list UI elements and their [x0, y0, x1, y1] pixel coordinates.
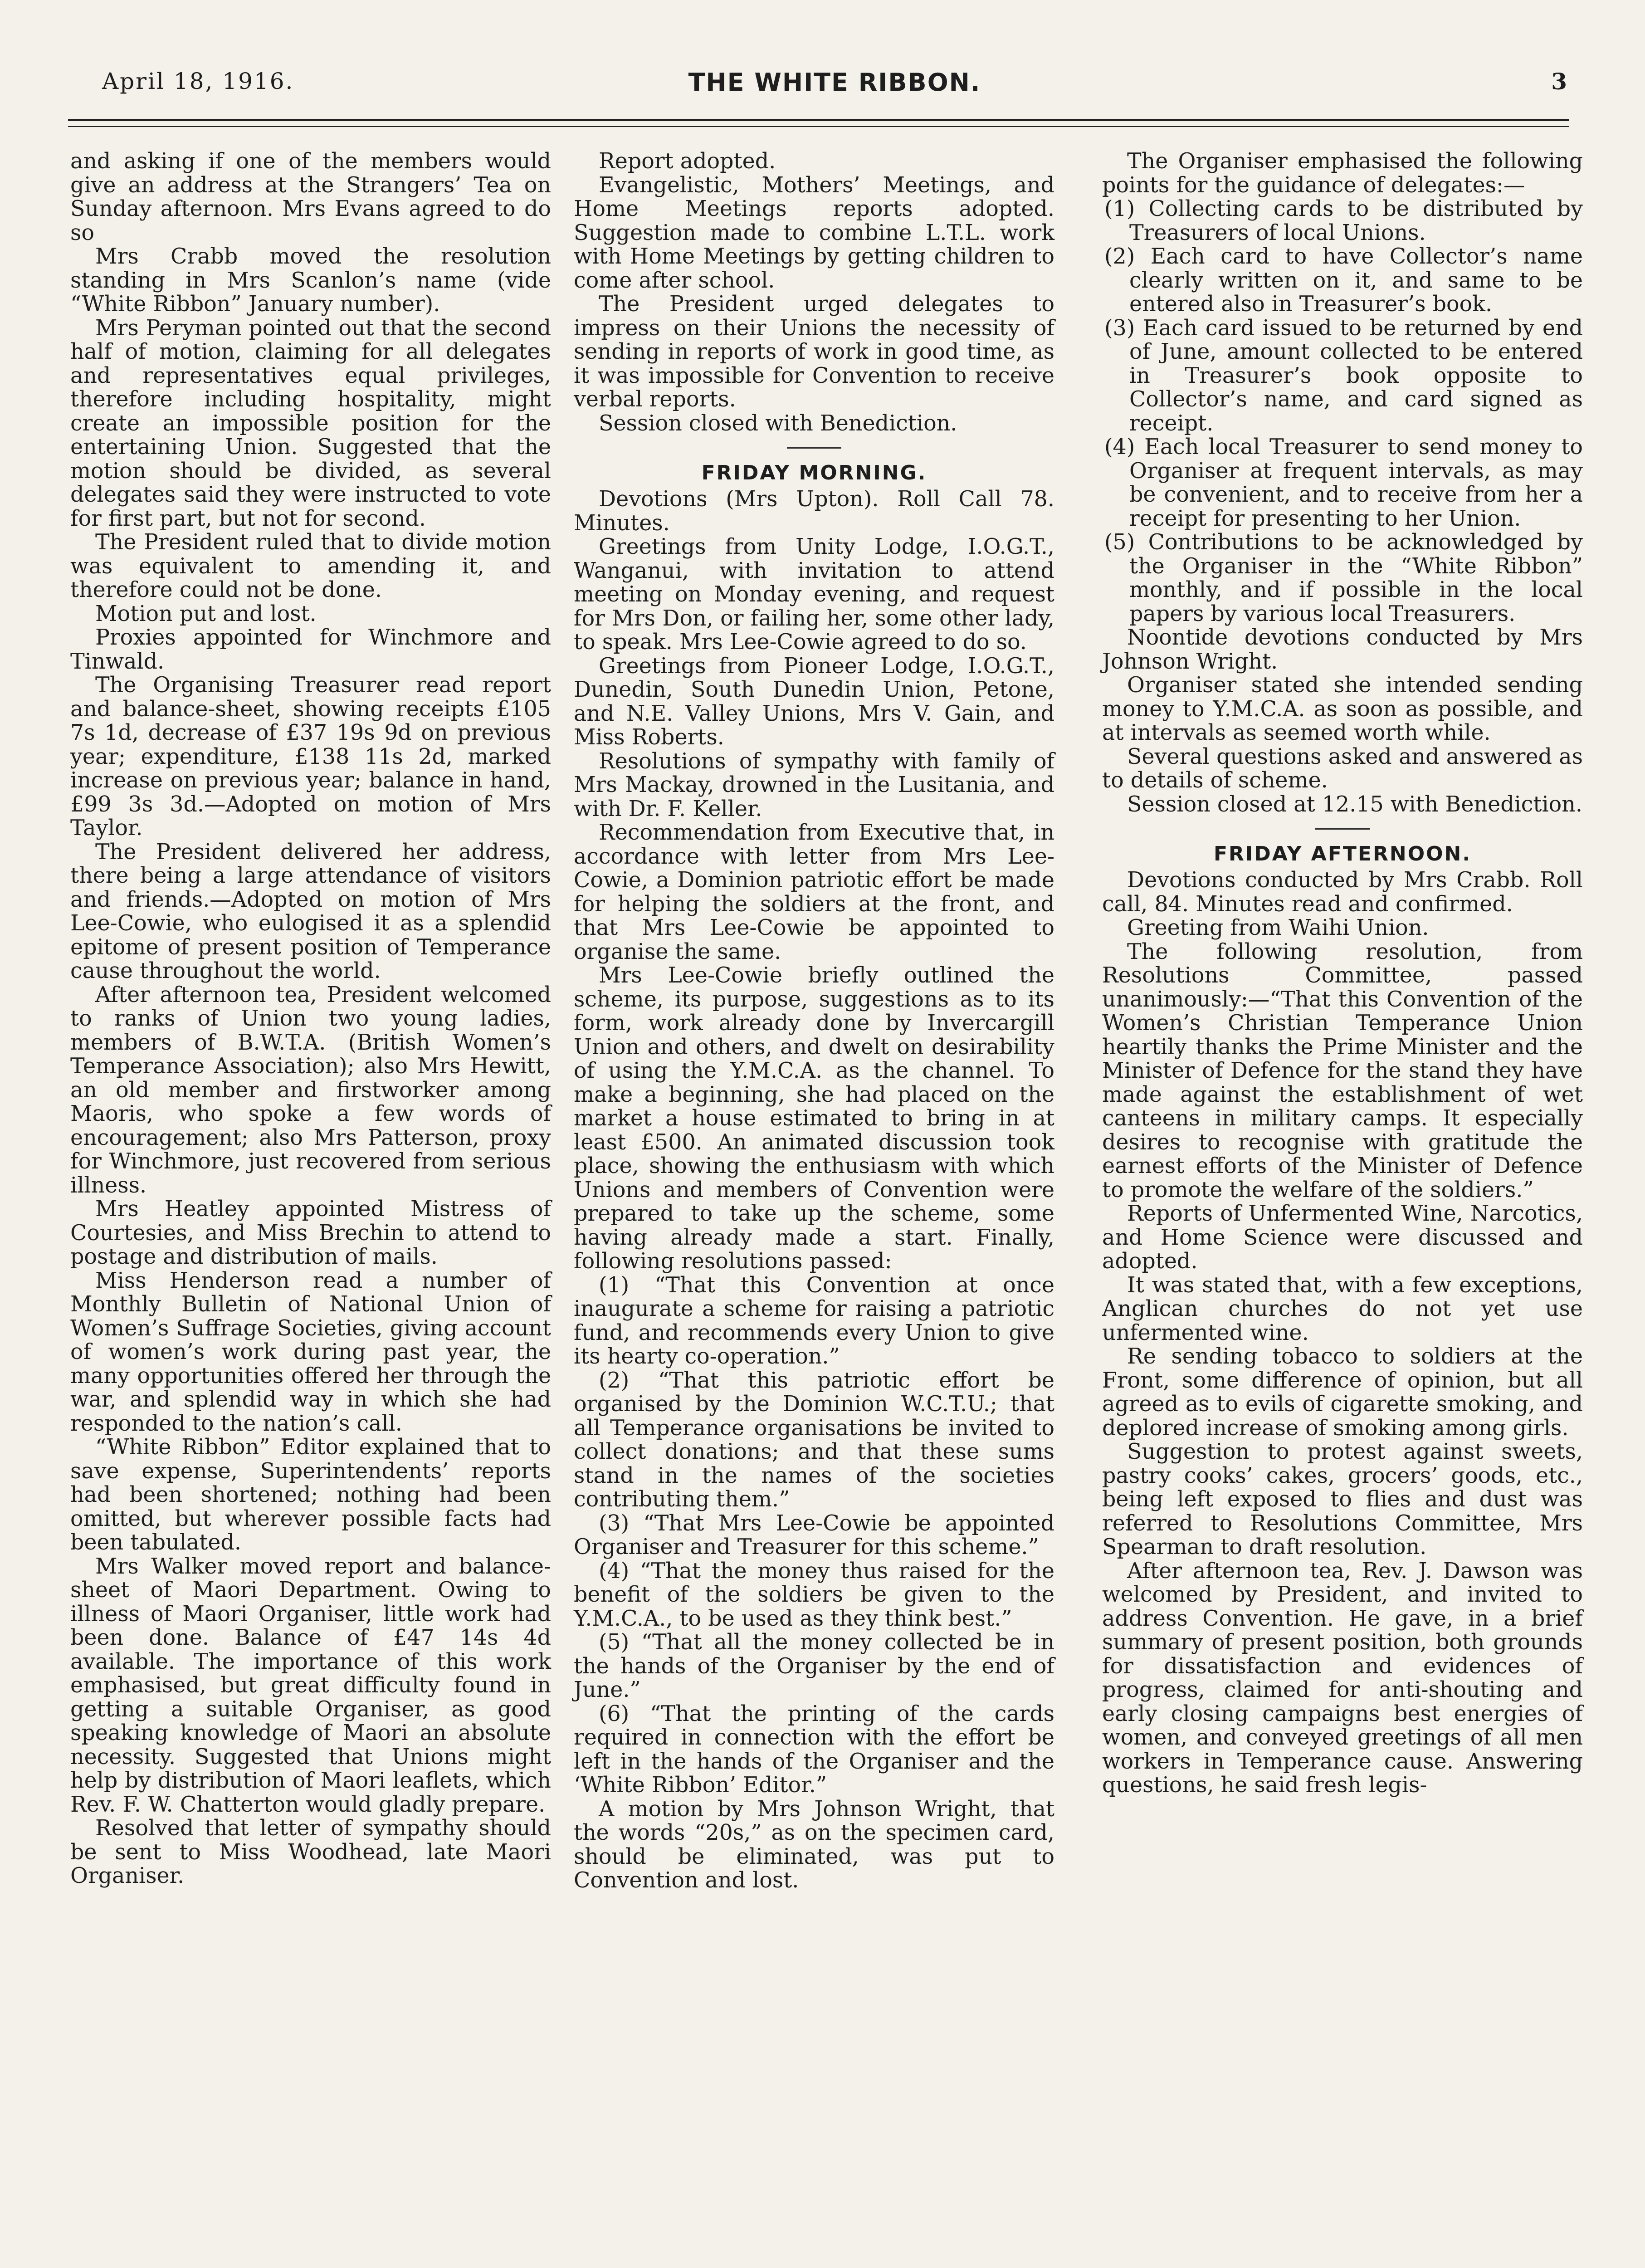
paragraph: Greetings from Unity Lodge, I.O.G.T., Wanganui, with invitation to attend meeting on Monday evening, and request for Mrs Don, or failing her, some other lady, to speak. Mrs Lee-Cowie agreed to do so. — [574, 534, 1054, 655]
section-heading-friday-morning: FRIDAY MORNING. — [701, 461, 927, 484]
section-heading-friday-afternoon: FRIDAY AFTERNOON. — [1213, 842, 1472, 865]
guidance-point: (3) Each card issued to be returned by end of June, amount collected to be entered in Treasurer’s book opposite to Collector’s name, and card signed as receipt. — [1104, 315, 1583, 436]
paragraph: Organiser stated she intended sending money to Y.M.C.A. as soon as possible, and at intervals as seemed worth while. — [1102, 673, 1583, 745]
paragraph: “White Ribbon” Editor explained that to save expense, Superintendents’ reports had been shortened; nothing had been omitted, but wherever possible facts had been tabulated. — [70, 1435, 551, 1555]
paragraph: Report adopted. — [599, 149, 776, 174]
paragraph: Greetings from Pioneer Lodge, I.O.G.T., Dunedin, South Dunedin Union, Petone, and N.E. Valley Unions, Mrs V. Gain, and Miss Roberts. — [574, 653, 1054, 750]
resolution-item: (1) “That this Convention at once inaugurate a scheme for raising a patriotic fund, and recommends every Union to give its hearty co-operation.” — [574, 1272, 1054, 1369]
resolution-item: (5) “That all the money collected be in the hands of the Organiser by the end of June.” — [574, 1630, 1054, 1702]
paragraph: Devotions (Mrs Upton). Roll Call 78. Minutes. — [574, 487, 1054, 536]
paragraph: Suggestion to protest against sweets, pastry cooks’ cakes, grocers’ goods, etc., being left exposed to flies and dust was referred to Resolutions Committee, Mrs Spearman to draft resolution. — [1102, 1439, 1583, 1559]
paragraph: Mrs Heatley appointed Mistress of Courtesies, and Miss Brechin to attend to postage and distribution of mails. — [70, 1197, 551, 1269]
paragraph: Mrs Lee-Cowie briefly outlined the scheme, its purpose, suggestions as to its form, work already done by Invercargill Union and others, and dwelt on desirability of using the Y.M.C.A. as the channel. To make a beginning, she had placed on the market a house estimated to bring in at least £500. An animated discussion took place, showing the enthusiasm with which Unions and members of Convention were prepared to take up the scheme, some having already made a start. Finally, following resolutions passed: — [574, 963, 1054, 1274]
paragraph: A motion by Mrs Johnson Wright, that the words “20s,” as on the specimen card, should be eliminated, was put to Convention and lost. — [574, 1796, 1054, 1893]
masthead-title: THE WHITE RIBBON. — [688, 68, 981, 97]
guidance-point: (2) Each card to have Collector’s name clearly written on it, and same to be entered also in Treasurer’s book. — [1104, 244, 1583, 317]
paragraph: Proxies appointed for Winchmore and Tinwald. — [70, 625, 551, 674]
paragraph: After afternoon tea, Rev. J. Dawson was welcomed by President, and invited to address Convention. He gave, in a brief summary of present position, both grounds for dissatisfaction and evidences of progress, claimed for anti-shouting and early closing campaigns best energies of women, and conveyed greetings of all men workers in Temperance cause. Answering questions, he said fresh legis- — [1102, 1558, 1583, 1798]
paragraph: Motion put and lost. — [95, 601, 317, 626]
paragraph: Recommendation from Executive that, in accordance with letter from Mrs Lee-Cowie, a Dominion patriotic effort be made for helping the soldiers at the front, and that Mrs Lee-Cowie be appointed to organise the same. — [574, 820, 1054, 964]
guidance-point: (1) Collecting cards to be distributed by Treasurers of local Unions. — [1104, 196, 1583, 245]
page-number: 3 — [1551, 68, 1567, 95]
header-rule-thin — [68, 126, 1569, 127]
paragraph: The President ruled that to divide motion was equivalent to amending it, and therefore could not be done. — [70, 530, 551, 602]
column-1 — [70, 150, 551, 1888]
paragraph: Session closed with Benediction. — [599, 411, 957, 436]
paragraph: After afternoon tea, President welcomed to ranks of Union two young ladies, members of B.W.T.A. (British Women’s Temperance Association); also Mrs Hewitt, an old member and firstworker among Maoris, who spoke a few words of encouragement; also Mrs Patterson, proxy for Winchmore, just recovered from serious illness. — [70, 982, 551, 1198]
header-rule-thick — [68, 119, 1569, 121]
paragraph: Several questions asked and answered as to details of scheme. — [1102, 744, 1583, 793]
paragraph: and asking if one of the members would give an address at the Strangers’ Tea on Sunday afternoon. Mrs Evans agreed to do so — [70, 149, 551, 245]
column-3 — [1102, 150, 1583, 1798]
paragraph: Mrs Peryman pointed out that the second half of motion, claiming for all delegates and representatives equal privileges, therefore including hospitality, might create an impossible position for the entertaining Union. Suggested that the motion should be divided, as several delegates said they were instructed to vote for first part, but not for second. — [70, 315, 551, 531]
resolution-item: (3) “That Mrs Lee-Cowie be appointed Organiser and Treasurer for this scheme.” — [574, 1510, 1054, 1559]
section-divider — [787, 447, 841, 449]
resolution-item: (2) “That this patriotic effort be organised by the Dominion W.C.T.U.; that all Temperance organisations be invited to collect donations; and that these sums stand in the names of the societies contributing them.” — [574, 1368, 1054, 1512]
paragraph: The Organising Treasurer read report and balance-sheet, showing receipts £105 7s 1d, decrease of £37 19s 9d on previous year; expenditure, £138 11s 2d, marked increase on previous year; balance in hand, £99 3s 3d.—Adopted on motion of Mrs Taylor. — [70, 673, 551, 841]
paragraph: Evangelistic, Mothers’ Meetings, and Home Meetings reports adopted. Suggestion made to combine L.T.L. work with Home Meetings by getting children to come after school. — [574, 172, 1054, 293]
paragraph: The following resolution, from Resolutions Committee, passed unanimously:—“That this Convention of the Women’s Christian Temperance Union heartily thanks the Prime Minister and the Minister of Defence for the stand they have made against the establishment of wet canteens in military camps. It especially desires to recognise with gratitude the earnest efforts of the Minister of Defence to promote the welfare of the soldiers.” — [1102, 939, 1583, 1202]
paragraph: Devotions conducted by Mrs Crabb. Roll call, 84. Minutes read and confirmed. — [1102, 868, 1583, 917]
paragraph: Mrs Walker moved report and balance-sheet of Maori Department. Owing to illness of Maori Organiser, little work had been done. Balance of £47 14s 4d available. The importance of this work emphasised, but great difficulty found in getting a suitable Organiser, as good speaking knowledge of Maori an absolute necessity. Suggested that Unions might help by distribution of Maori leaflets, which Rev. F. W. Chatterton would gladly prepare. — [70, 1554, 551, 1817]
column-2 — [574, 150, 1054, 1893]
paragraph: Greeting from Waihi Union. — [1127, 915, 1429, 940]
paragraph: Miss Henderson read a number of Monthly Bulletin of National Union of Women’s Suffrage Societies, giving account of women’s work during past year, the many opportunities offered her through the war, and splendid way in which she had responded to the nation’s call. — [70, 1268, 551, 1436]
paragraph: Re sending tobacco to soldiers at the Front, some difference of opinion, but all agreed as to evils of cigarette smoking, and deplored increase of smoking among girls. — [1102, 1344, 1583, 1441]
paragraph: Reports of Unfermented Wine, Narcotics, and Home Science were discussed and adopted. — [1102, 1201, 1583, 1274]
paragraph: Mrs Crabb moved the resolution standing in Mrs Scanlon’s name (vide “White Ribbon” January number). — [70, 244, 551, 317]
paragraph: The President urged delegates to impress on their Unions the necessity of sending in reports of work in good time, as it was impossible for Convention to receive verbal reports. — [574, 292, 1054, 412]
paragraph: Noontide devotions conducted by Mrs Johnson Wright. — [1102, 625, 1583, 674]
paragraph: It was stated that, with a few exceptions, Anglican churches do not yet use unfermented wine. — [1102, 1272, 1583, 1345]
guidance-point: (5) Contributions to be acknowledged by the Organiser in the “White Ribbon” monthly, and if possible in the local papers by various local Treasurers. — [1104, 530, 1583, 626]
resolution-item: (4) “That the money thus raised for the benefit of the soldiers be given to the Y.M.C.A., to be used as they think best.” — [574, 1558, 1054, 1631]
resolution-item: (6) “That the printing of the cards required in connection with the effort be left in the hands of the Organiser and the ‘White Ribbon’ Editor.” — [574, 1701, 1054, 1798]
paragraph: The Organiser emphasised the following points for the guidance of delegates:— — [1102, 149, 1583, 198]
paragraph: Session closed at 12.15 with Benediction. — [1127, 792, 1582, 817]
page-header — [102, 68, 1567, 100]
paragraph: Resolutions of sympathy with family of Mrs Mackay, drowned in the Lusitania, and with Dr. F. Keller. — [574, 748, 1054, 821]
paragraph: The President delivered her address, there being a large attendance of visitors and friends.—Adopted on motion of Mrs Lee-Cowie, who eulogised it as a splendid epitome of present position of Temperance cause throughout the world. — [70, 839, 551, 983]
section-divider — [1315, 828, 1370, 830]
issue-date: April 18, 1916. — [102, 68, 294, 94]
guidance-point: (4) Each local Treasurer to send money to Organiser at frequent intervals, as may be convenient, and to receive from her a receipt for presenting to her Union. — [1104, 435, 1583, 531]
paragraph: Resolved that letter of sympathy should be sent to Miss Woodhead, late Maori Organiser. — [70, 1816, 551, 1888]
